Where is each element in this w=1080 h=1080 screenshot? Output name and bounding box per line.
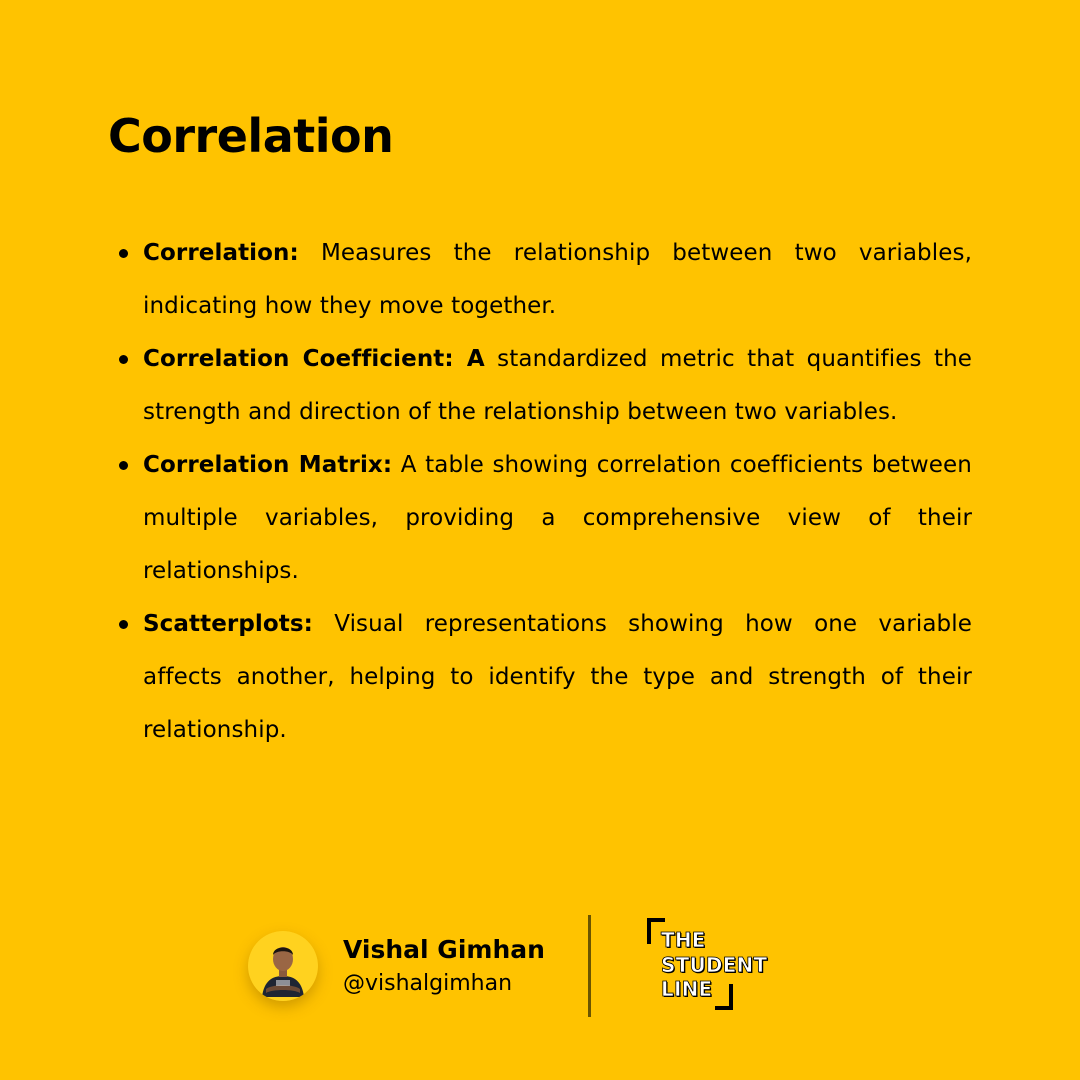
author-handle: @vishalgimhan <box>343 971 513 996</box>
logo-line-3: LINE <box>661 977 713 1001</box>
bullet-list <box>143 227 972 757</box>
author-name: Vishal Gimhan <box>343 935 545 964</box>
bullet-dot-icon <box>119 461 128 470</box>
bullet-text: Measures the relationship between two variables, indicating how they move together. <box>143 240 972 319</box>
bullet-term: Correlation Matrix: <box>143 452 393 478</box>
logo-bracket-bottom-right <box>715 984 733 1010</box>
logo-line-1: THE <box>661 928 706 952</box>
bullet-item-scatterplots <box>143 598 972 757</box>
page-title: Correlation <box>108 109 394 163</box>
bullet-text: A table showing correlation coefficients between multiple variables, providing a comprehensive view of their relationships. <box>143 452 972 584</box>
bullet-term: Correlation Coefficient: A <box>143 346 485 372</box>
avatar <box>248 931 318 1001</box>
footer-divider <box>588 915 591 1017</box>
bullet-text: standardized metric that quantifies the strength and direction of the relationship between two variables. <box>143 346 972 425</box>
bullet-term: Scatterplots: <box>143 611 313 637</box>
person-avatar-icon <box>248 931 318 1001</box>
bullet-text: Visual representations showing how one variable affects another, helping to identify the type and strength of their relationship. <box>143 611 972 743</box>
logo-line-2: STUDENT <box>661 953 768 977</box>
bullet-dot-icon <box>119 620 128 629</box>
bullet-item-correlation <box>143 227 972 333</box>
bullet-item-correlation-coefficient <box>143 333 972 439</box>
bullet-item-correlation-matrix <box>143 439 972 598</box>
bullet-dot-icon <box>119 249 128 258</box>
bullet-dot-icon <box>119 355 128 364</box>
the-student-line-logo <box>647 918 797 1013</box>
bullet-term: Correlation: <box>143 240 299 266</box>
